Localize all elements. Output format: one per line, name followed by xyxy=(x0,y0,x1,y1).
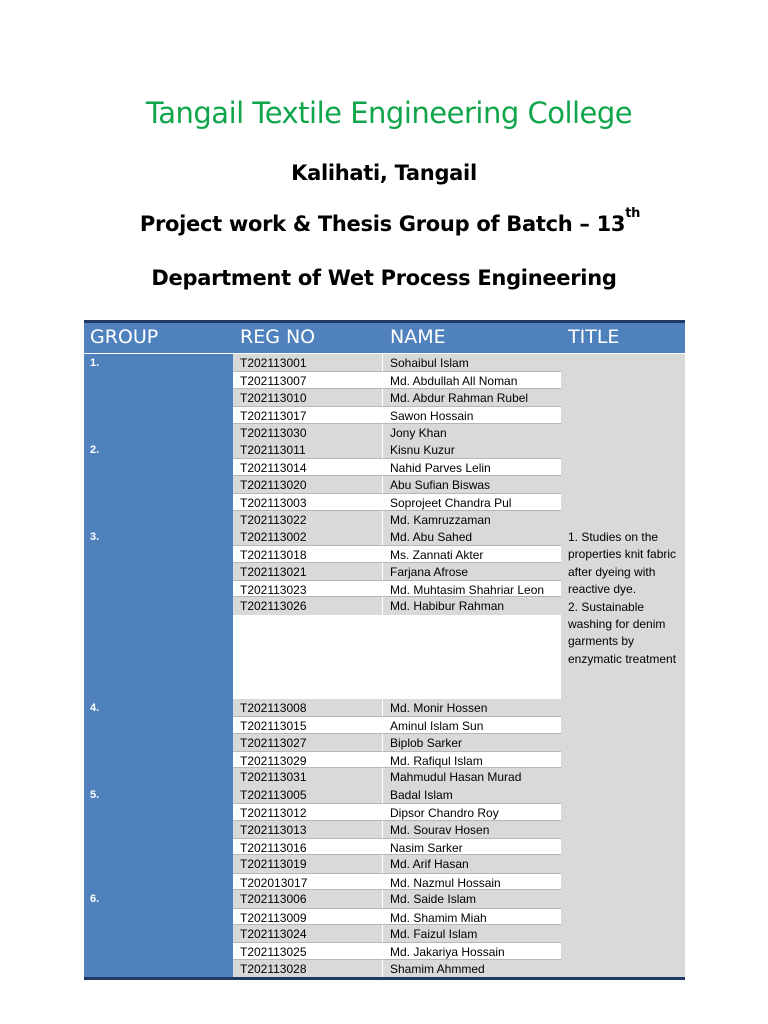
reg-number: T202113009 xyxy=(240,910,307,925)
student-name: Ms. Zannati Akter xyxy=(390,548,484,563)
table-row xyxy=(233,493,561,510)
department-heading: Department of Wet Process Engineering xyxy=(151,266,617,290)
student-name: Md. Arif Hasan xyxy=(390,857,469,872)
group-number: 5. xyxy=(84,786,233,890)
group-number: 4. xyxy=(84,699,233,786)
reg-cell xyxy=(233,580,383,597)
table-row xyxy=(233,908,561,925)
reg-number: T202113029 xyxy=(240,754,307,769)
reg-number: T202113019 xyxy=(240,857,307,872)
table-row xyxy=(233,424,561,441)
reg-cell xyxy=(233,371,383,388)
student-name: Badal Islam xyxy=(390,787,453,802)
reg-cell xyxy=(233,545,383,562)
student-name: Md. Rafiqul Islam xyxy=(390,754,483,769)
reg-number: T202113007 xyxy=(240,374,307,389)
table-row xyxy=(233,734,561,751)
table-row xyxy=(233,597,561,614)
group-block xyxy=(84,441,685,528)
reg-number: T202113010 xyxy=(240,390,307,405)
table-row xyxy=(233,406,561,423)
table-row xyxy=(233,942,561,959)
table-row xyxy=(233,511,561,528)
table-row xyxy=(233,699,561,716)
reg-cell xyxy=(233,838,383,855)
name-cell xyxy=(383,838,561,855)
group-title: 1. Studies on the properties knit fabric after dyeing with reactive dye. 2. Sustainable washing for denim garments by enzymatic treatment xyxy=(561,528,685,699)
name-cell xyxy=(383,597,561,614)
reg-number: T202113013 xyxy=(240,822,307,837)
student-name: Md. Shamim Miah xyxy=(390,910,487,925)
reg-cell xyxy=(233,890,383,907)
reg-number: T202113026 xyxy=(240,599,307,614)
student-name: Shamim Ahmmed xyxy=(390,961,485,976)
name-cell xyxy=(383,528,561,545)
college-title: Tangail Textile Engineering College xyxy=(145,96,633,130)
reg-number: T202113022 xyxy=(240,512,307,527)
name-cell xyxy=(383,545,561,562)
reg-cell xyxy=(233,786,383,803)
reg-cell xyxy=(233,563,383,580)
name-cell xyxy=(383,890,561,907)
student-name: Farjana Afrose xyxy=(390,564,469,579)
name-cell xyxy=(383,908,561,925)
group-block xyxy=(84,528,685,699)
table-row xyxy=(233,768,561,785)
column-header-title: TITLE xyxy=(568,326,620,348)
student-name: Md. Nazmul Hossain xyxy=(390,875,501,890)
student-name: Md. Monir Hossen xyxy=(390,700,488,715)
name-cell xyxy=(383,716,561,733)
reg-cell xyxy=(233,803,383,820)
name-cell xyxy=(383,563,561,580)
name-cell xyxy=(383,389,561,406)
table-body xyxy=(84,354,685,977)
name-cell xyxy=(383,786,561,803)
name-cell xyxy=(383,734,561,751)
reg-number: T202113016 xyxy=(240,840,307,855)
table-row xyxy=(233,751,561,768)
table-row xyxy=(233,925,561,942)
table-row xyxy=(233,838,561,855)
project-heading-sup: th xyxy=(625,206,641,221)
group-block xyxy=(84,786,685,890)
table-row xyxy=(233,371,561,388)
group-block xyxy=(84,699,685,786)
name-cell xyxy=(383,493,561,510)
table-row xyxy=(233,476,561,493)
reg-cell xyxy=(233,511,383,528)
name-cell xyxy=(383,354,561,371)
name-cell xyxy=(383,424,561,441)
group-title xyxy=(561,786,685,890)
student-name: Md. Habibur Rahman xyxy=(390,599,505,614)
table-row xyxy=(233,855,561,872)
student-name: Md. Abdur Rahman Rubel xyxy=(390,390,529,405)
name-cell xyxy=(383,511,561,528)
reg-number: T202113021 xyxy=(240,564,307,579)
reg-cell xyxy=(233,354,383,371)
table-row xyxy=(233,563,561,580)
table-row xyxy=(233,545,561,562)
reg-cell xyxy=(233,597,383,614)
reg-cell xyxy=(233,873,383,890)
student-name: Md. Saide Islam xyxy=(390,892,477,907)
reg-number: T202113024 xyxy=(240,926,307,941)
group-block xyxy=(84,890,685,977)
reg-cell xyxy=(233,908,383,925)
table-row xyxy=(233,803,561,820)
table-row xyxy=(233,873,561,890)
student-name: Dipsor Chandro Roy xyxy=(390,806,499,821)
name-cell xyxy=(383,942,561,959)
student-name: Mahmudul Hasan Murad xyxy=(390,770,522,785)
name-cell xyxy=(383,476,561,493)
table-row xyxy=(233,890,561,907)
reg-cell xyxy=(233,406,383,423)
college-location: Kalihati, Tangail xyxy=(291,161,477,185)
group-title xyxy=(561,441,685,528)
reg-number: T202113006 xyxy=(240,892,307,907)
student-name: Abu Sufian Biswas xyxy=(390,477,491,492)
project-heading-text: Project work & Thesis Group of Batch – 13 xyxy=(139,212,626,236)
column-header-name: NAME xyxy=(390,326,446,348)
column-header-group: GROUP xyxy=(90,326,159,348)
reg-cell xyxy=(233,458,383,475)
table-row xyxy=(233,458,561,475)
reg-cell xyxy=(233,942,383,959)
reg-number: T202113001 xyxy=(240,356,307,370)
reg-cell xyxy=(233,476,383,493)
student-name: Md. Muhtasim Shahriar Leon xyxy=(390,583,545,598)
group-number: 6. xyxy=(84,890,233,977)
table-row xyxy=(233,354,561,371)
reg-cell xyxy=(233,699,383,716)
name-cell xyxy=(383,855,561,872)
reg-number: T202113017 xyxy=(240,409,307,424)
column-header-reg: REG NO xyxy=(240,326,316,348)
reg-number: T202113012 xyxy=(240,806,307,821)
reg-number: T202113008 xyxy=(240,700,307,715)
name-cell xyxy=(383,580,561,597)
reg-number: T202113030 xyxy=(240,425,307,440)
student-name: Sawon Hossain xyxy=(390,409,474,424)
reg-number: T202113028 xyxy=(240,961,307,976)
name-cell xyxy=(383,441,561,458)
student-name: Sohaibul Islam xyxy=(390,356,469,370)
student-name: Nasim Sarker xyxy=(390,840,463,855)
reg-number: T202113018 xyxy=(240,548,307,563)
name-cell xyxy=(383,925,561,942)
group-title xyxy=(561,890,685,977)
student-name: Md. Abu Sahed xyxy=(390,529,473,544)
reg-number: T202113020 xyxy=(240,477,307,492)
reg-number: T202113031 xyxy=(240,770,307,785)
reg-cell xyxy=(233,441,383,458)
reg-number: T202113011 xyxy=(240,442,306,457)
table-row xyxy=(233,389,561,406)
reg-number: T202113003 xyxy=(240,496,307,511)
student-name: Md. Jakariya Hossain xyxy=(390,945,505,960)
reg-number: T202113015 xyxy=(240,719,307,734)
table-row xyxy=(233,580,561,597)
groups-table xyxy=(84,320,685,980)
student-name: Soprojeet Chandra Pul xyxy=(390,496,512,511)
name-cell xyxy=(383,458,561,475)
reg-number: T202113014 xyxy=(240,461,307,476)
student-name: Md. Faizul Islam xyxy=(390,926,478,941)
reg-cell xyxy=(233,925,383,942)
reg-number: T202113002 xyxy=(240,529,307,544)
name-cell xyxy=(383,960,561,977)
reg-cell xyxy=(233,493,383,510)
student-name: Jony Khan xyxy=(390,425,447,440)
student-name: Md. Abdullah All Noman xyxy=(390,374,518,389)
reg-cell xyxy=(233,389,383,406)
reg-number: T202113025 xyxy=(240,945,307,960)
reg-cell xyxy=(233,751,383,768)
table-row xyxy=(233,960,561,977)
student-name: Nahid Parves Lelin xyxy=(390,461,491,476)
group-title xyxy=(561,354,685,441)
student-name: Md. Sourav Hosen xyxy=(390,822,490,837)
reg-number: T202113027 xyxy=(240,735,307,750)
student-name: Md. Kamruzzaman xyxy=(390,512,491,527)
table-row xyxy=(233,528,561,545)
table-header xyxy=(84,323,685,354)
group-number: 1. xyxy=(84,354,233,441)
reg-number: T202113005 xyxy=(240,787,307,802)
name-cell xyxy=(383,699,561,716)
reg-cell xyxy=(233,424,383,441)
student-name: Biplob Sarker xyxy=(390,735,463,750)
reg-cell xyxy=(233,716,383,733)
table-row xyxy=(233,716,561,733)
table-row xyxy=(233,786,561,803)
reg-cell xyxy=(233,768,383,785)
name-cell xyxy=(383,406,561,423)
reg-number: T202013017 xyxy=(240,875,308,890)
group-number: 2. xyxy=(84,441,233,528)
name-cell xyxy=(383,371,561,388)
name-cell xyxy=(383,768,561,785)
name-cell xyxy=(383,803,561,820)
name-cell xyxy=(383,821,561,838)
name-cell xyxy=(383,751,561,768)
project-heading xyxy=(6,206,768,236)
group-title xyxy=(561,699,685,786)
group-block xyxy=(84,354,685,441)
name-cell xyxy=(383,873,561,890)
group-number: 3. xyxy=(84,528,233,699)
reg-cell xyxy=(233,734,383,751)
student-name: Kisnu Kuzur xyxy=(390,442,455,457)
reg-number: T202113023 xyxy=(240,583,307,598)
reg-cell xyxy=(233,960,383,977)
reg-cell xyxy=(233,855,383,872)
table-row xyxy=(233,441,561,458)
student-name: Aminul Islam Sun xyxy=(390,719,484,734)
reg-cell xyxy=(233,528,383,545)
table-row xyxy=(233,821,561,838)
reg-cell xyxy=(233,821,383,838)
